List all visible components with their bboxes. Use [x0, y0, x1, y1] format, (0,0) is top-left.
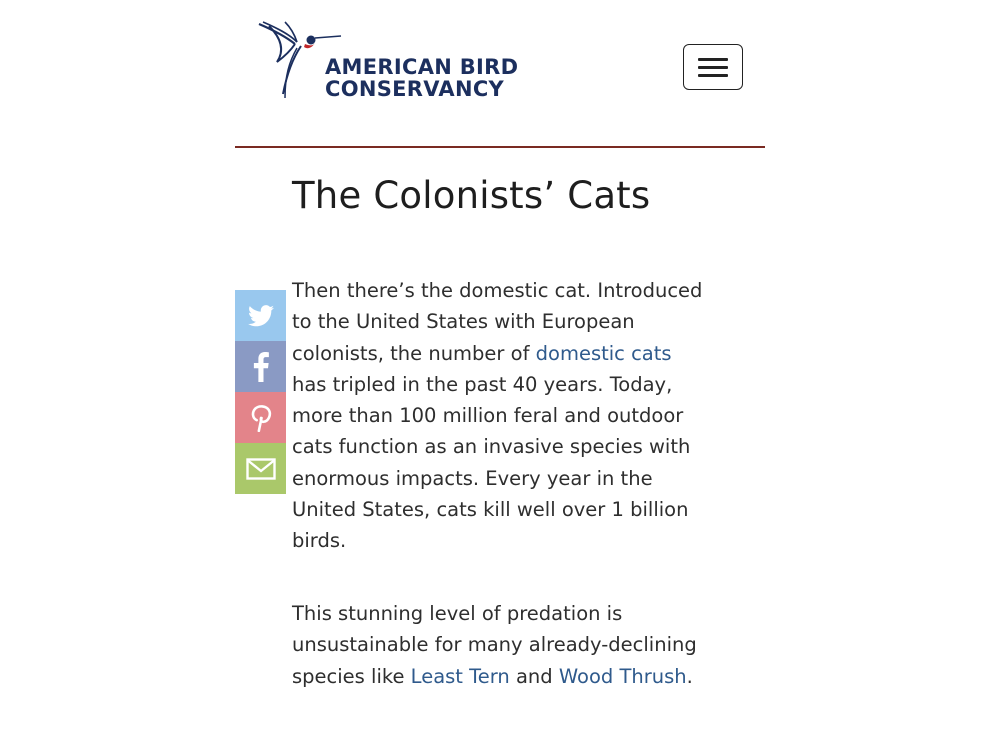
share-bar	[235, 290, 286, 494]
share-pinterest-button[interactable]	[235, 392, 286, 443]
paragraph-text: and	[509, 664, 559, 688]
paragraph-text: .	[686, 664, 693, 688]
hamburger-menu-button[interactable]	[683, 44, 743, 90]
logo-line-2: CONSERVANCY	[325, 77, 505, 101]
share-facebook-button[interactable]	[235, 341, 286, 392]
share-email-button[interactable]	[235, 443, 286, 494]
domestic-cats-link[interactable]: domestic cats	[535, 341, 672, 365]
article-title: The Colonists’ Cats	[292, 174, 651, 217]
wood-thrush-link[interactable]: Wood Thrush	[558, 664, 687, 688]
menu-icon	[698, 66, 728, 69]
paragraph-text: This stunning level of predation is unsustainable for many already-declining species like	[292, 602, 697, 688]
paragraph-text: has tripled in the past 40 years. Today, more than 100 million feral and outdoor cats function as an invasive species with enormous impacts. Every year in the United States, cats kill well over 1 billion birds.	[292, 372, 691, 553]
twitter-icon	[248, 305, 274, 327]
facebook-icon	[253, 352, 269, 382]
logo-link[interactable]	[255, 18, 519, 108]
least-tern-link[interactable]: Least Tern	[410, 664, 510, 688]
menu-icon	[698, 74, 728, 77]
paragraph-text: Then there’s the domestic cat. Introduced to the United States with European colonists, the number of	[292, 279, 703, 365]
logo-line-1: AMERICAN BIRD	[325, 55, 519, 79]
pinterest-icon	[250, 404, 272, 432]
logo-wordmark	[325, 56, 518, 100]
email-icon	[246, 458, 276, 480]
header-divider	[235, 146, 765, 148]
share-twitter-button[interactable]	[235, 290, 286, 341]
article-paragraph-1	[292, 275, 712, 557]
menu-icon	[698, 58, 728, 61]
page	[235, 0, 765, 750]
article-paragraph-2	[292, 598, 712, 692]
